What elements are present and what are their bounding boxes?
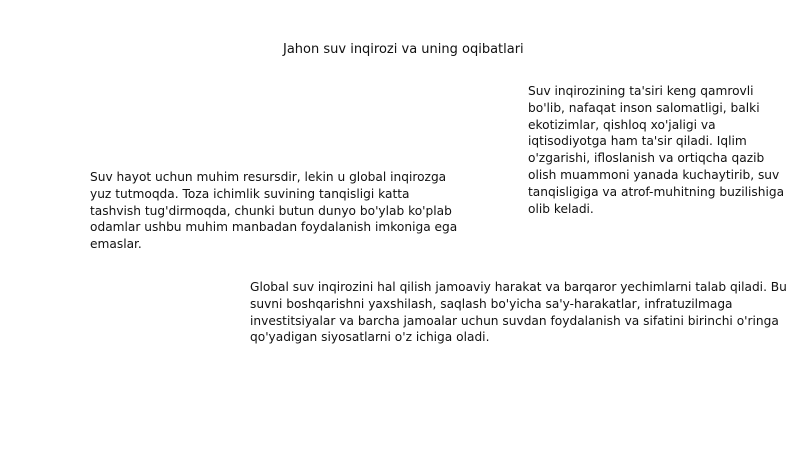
- paragraph-left: Suv hayot uchun muhim resursdir, lekin u global inqirozga yuz tutmoqda. Toza ichimlik suvining tanqisligi katta tashvish tug'dirmoqda, chunki butun dunyo bo'ylab ko'plab odamlar ushbu muhim manbadan foydalanish imkoniga ega emaslar.: [90, 170, 458, 252]
- paragraph-right: Suv inqirozining ta'siri keng qamrovli bo'lib, nafaqat inson salomatligi, balki ekotizimlar, qishloq xo'jaligi va iqtisodiyotga ham ta'sir qiladi. Iqlim o'zgarishi, ifloslanish va ortiqcha qazib olish muammoni yanada kuchaytirib, suv tanqisligiga va atrof-muhitning buzilishiga olib keladi.: [528, 84, 785, 216]
- document-title: Jahon suv inqirozi va uning oqibatlari: [283, 42, 524, 57]
- paragraph-bottom: Global suv inqirozini hal qilish jamoaviy harakat va barqaror yechimlarni talab qiladi. Bu suvni boshqarishni yaxshilash, saqlash bo'yicha sa'y-harakatlar, infratuzilmaga investitsiyalar va barcha jamoalar uchun suvdan foydalanish va sifatini birinchi o'ringa qo'yadigan siyosatlarni o'z ichiga oladi.: [250, 280, 787, 345]
